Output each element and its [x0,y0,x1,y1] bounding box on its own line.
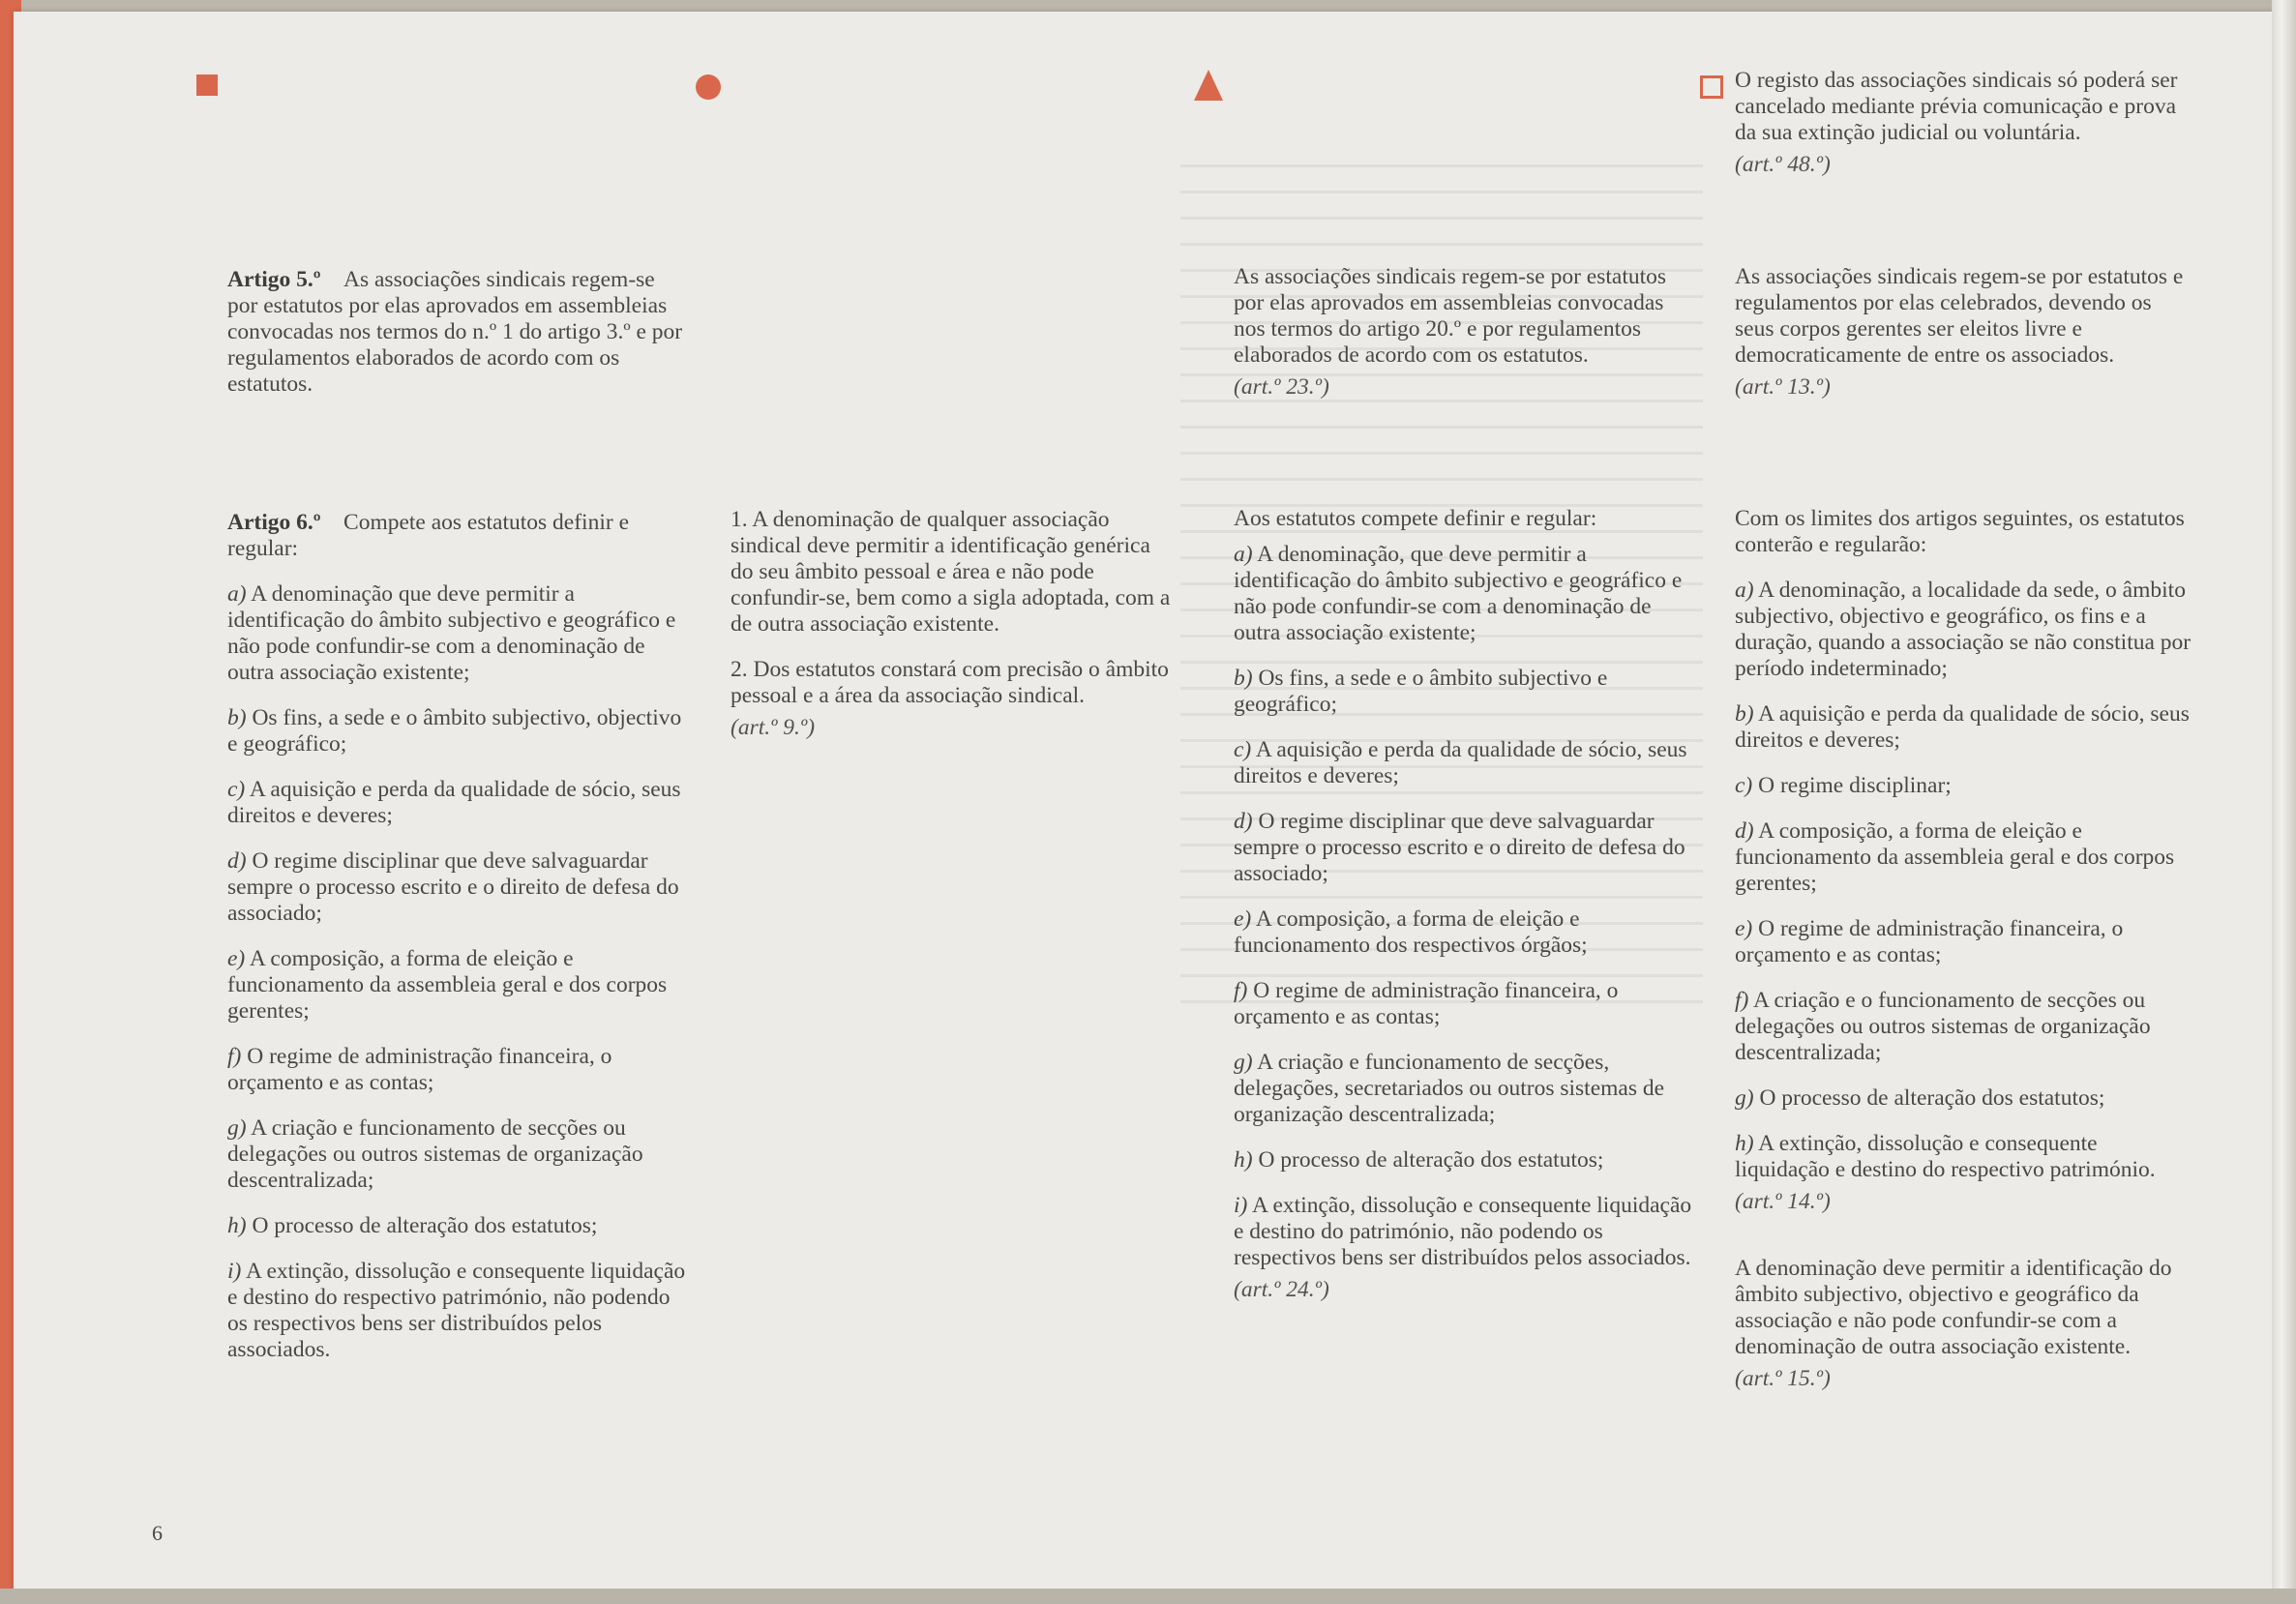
art6-intro: Compete aos estatutos definir e regular: [227,510,629,561]
col3-intro: Aos estatutos compete definir e regular: [1234,506,1597,531]
circle-filled-icon [696,74,721,100]
list-item: i) A extinção, dissolução e consequente liquidação e destino do respectivo património, não podendo os respectivos bens ser distribuídos pelos associados. [227,1259,686,1362]
list-item: g) A criação e funcionamento de secções ou delegações ou outros sistemas de organização descentralizada; [227,1115,643,1193]
column-4-top [1735,264,2194,401]
art6-label: Artigo 6.º [227,510,321,535]
column-2 [731,507,1171,741]
square-outline-icon [1700,75,1723,99]
list-item: f) A criação e o funcionamento de secções ou delegações ou outros sistemas de organização descentralizada; [1735,988,2151,1065]
square-filled-icon [196,74,218,96]
col3-top-text: As associações sindicais regem-se por estatutos por elas aprovados em assembleias convocadas nos termos do artigo 20.º e por regulamentos elaborados de acordo com os estatutos. [1234,264,1667,368]
col3-top-ref: (art.º 23.º) [1234,374,1329,400]
col2-paragraph-2: 2. Dos estatutos constará com precisão o âmbito pessoal e a área da associação sindical. [731,657,1169,708]
list-item: g) A criação e funcionamento de secções, delegações, secretariados ou outros sistemas de organização descentralizada; [1234,1050,1665,1127]
col3-ref: (art.º 24.º) [1234,1277,1329,1302]
list-item: i) A extinção, dissolução e consequente liquidação e destino do património, não podendo os respectivos bens ser distribuídos pelos associados. (art.º 24.º) [1234,1193,1692,1302]
list-item: h) A extinção, dissolução e consequente liquidação e destino do respectivo património. (art.º 14.º) [1735,1131,2194,1215]
top-right-ref: (art.º 48.º) [1735,152,1831,177]
col4-top-text: As associações sindicais regem-se por estatutos e regulamentos por elas celebrados, devendo os seus corpos gerentes ser eleitos livre e democraticamente de entre os associados. [1735,264,2184,368]
column-4-list [1735,506,2194,1392]
top-right-note [1735,68,2180,178]
col4-ref: (art.º 14.º) [1735,1189,1831,1214]
column-3-list [1234,506,1693,1303]
list-item: d) O regime disciplinar que deve salvaguardar sempre o processo escrito e o direito de defesa do associado; [227,848,679,926]
list-item: e) O regime de administração financeira, o orçamento e as contas; [1735,916,2124,967]
list-item: c) O regime disciplinar; [1735,773,1952,798]
list-item: b) Os fins, a sede e o âmbito subjectivo, objectivo e geográfico; [227,705,682,757]
list-item: a) A denominação, que deve permitir a identificação do âmbito subjectivo e geográfico e não pode confundir-se com a denominação de outra associação existente; [1234,542,1683,645]
col4-intro: Com os limites dos artigos seguintes, os estatutos conterão e regularão: [1735,506,2185,557]
list-item: b) Os fins, a sede e o âmbito subjectivo e geográfico; [1234,666,1608,717]
list-item: d) A composição, a forma de eleição e funcionamento da assembleia geral e dos corpos gerentes; [1735,818,2175,896]
page-number: 6 [152,1521,163,1545]
list-item: a) A denominação que deve permitir a identificação do âmbito subjectivo e geográfico e não pode confundir-se com a denominação de outra associação existente; [227,581,676,685]
column-1-art5 [227,267,687,398]
list-item: f) O regime de administração financeira, o orçamento e as contas; [227,1044,612,1095]
art5-text: As associações sindicais regem-se por estatutos por elas aprovados em assembleias convocadas nos termos do n.º 1 do artigo 3.º e por regulamentos elaborados de acordo com os estatutos. [227,267,683,397]
list-item: c) A aquisição e perda da qualidade de sócio, seus direitos e deveres; [1234,737,1687,788]
col2-paragraph-1: 1. A denominação de qualquer associação sindical deve permitir a identificação genérica do seu âmbito pessoal e área e não pode confundir-se, bem como a sigla adoptada, com a de outra associação existente. [731,507,1171,637]
triangle-filled-icon [1194,70,1223,101]
list-item: g) O processo de alteração dos estatutos; [1735,1085,2105,1111]
art5-label: Artigo 5.º [227,267,321,292]
page-right-edge [2272,0,2296,1604]
col2-ref: (art.º 9.º) [731,715,816,740]
list-item: e) A composição, a forma de eleição e funcionamento dos respectivos órgãos; [1234,906,1588,958]
list-item: h) O processo de alteração dos estatutos; [227,1213,598,1238]
col4-bottom-text: A denominação deve permitir a identificação do âmbito subjectivo, objectivo e geográfico da associação e não pode confundir-se com a denominação de outra associação existente. [1735,1256,2172,1359]
col4-bottom-ref: (art.º 15.º) [1735,1366,1831,1391]
list-item: h) O processo de alteração dos estatutos; [1234,1147,1604,1173]
col4-top-ref: (art.º 13.º) [1735,374,1831,400]
list-item: d) O regime disciplinar que deve salvaguardar sempre o processo escrito e o direito de defesa do associado; [1234,809,1685,886]
page-bottom-edge [0,1589,2296,1604]
column-1-art6 [227,510,687,1363]
top-right-text: O registo das associações sindicais só poderá ser cancelado mediante prévia comunicação e prova da sua extinção judicial ou voluntária. [1735,68,2178,145]
list-item: e) A composição, a forma de eleição e funcionamento da assembleia geral e dos corpos gerentes; [227,946,668,1024]
list-item: c) A aquisição e perda da qualidade de sócio, seus direitos e deveres; [227,777,681,828]
column-3-top [1234,264,1693,401]
list-item: f) O regime de administração financeira, o orçamento e as contas; [1234,978,1619,1029]
list-item: b) A aquisição e perda da qualidade de sócio, seus direitos e deveres; [1735,701,2190,753]
list-item: a) A denominação, a localidade da sede, o âmbito subjectivo, objectivo e geográfico, os fins e a duração, quando a associação se não constitua por período indeterminado; [1735,578,2192,681]
